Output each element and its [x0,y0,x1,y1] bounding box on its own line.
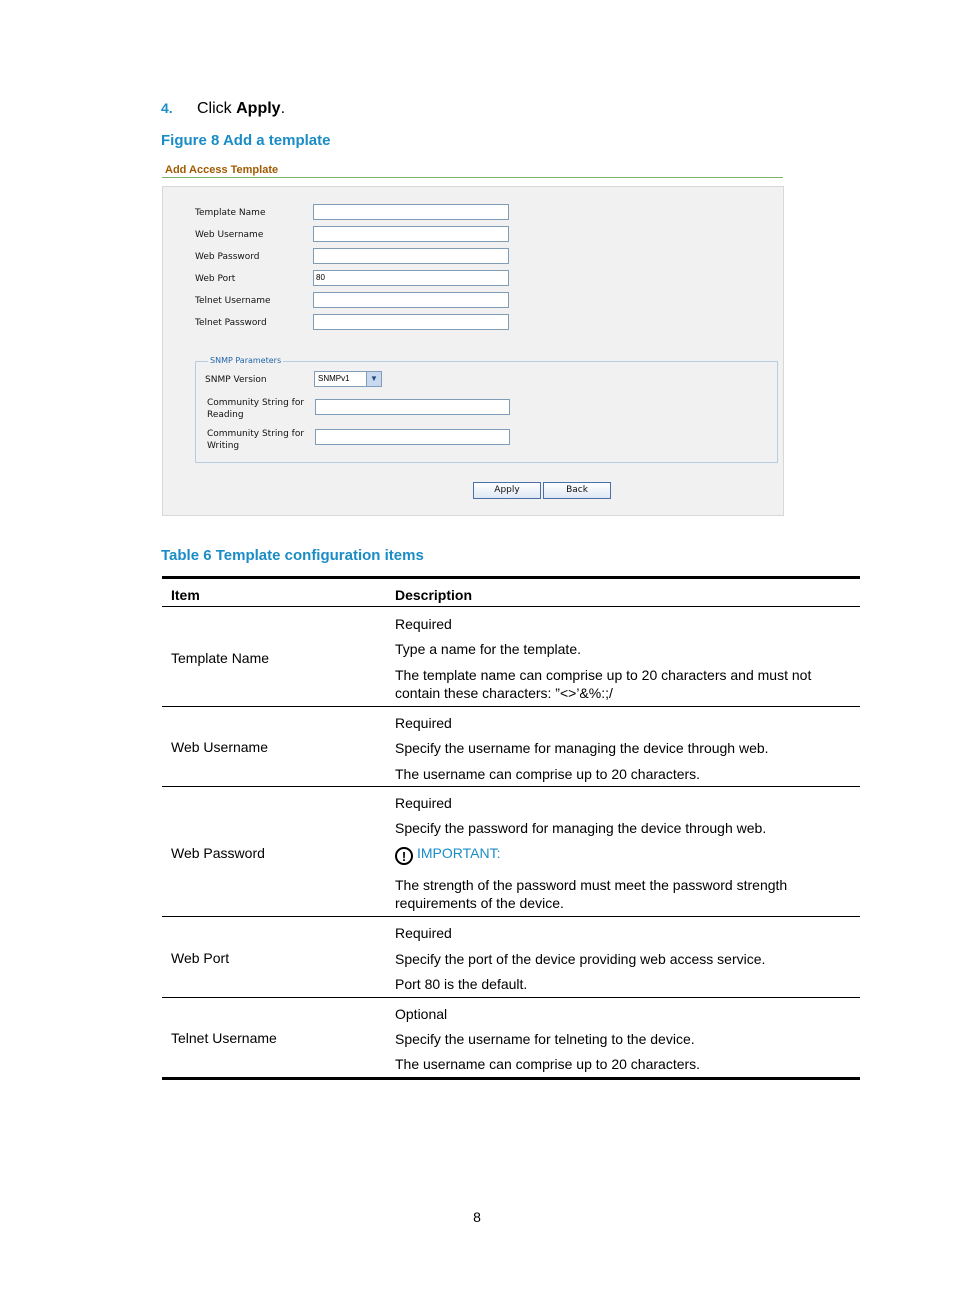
telnet-username-input[interactable] [313,292,509,308]
table-row-desc-line: Type a name for the template. [395,641,581,657]
community-write-label [207,428,304,452]
table-row-desc-line: Specify the username for managing the device through web. [395,740,769,756]
web-password-input[interactable] [313,248,509,264]
step-text-prefix: Click [197,100,237,117]
telnet-password-label: Telnet Password [195,318,267,328]
community-write-label-line1: Community String for [207,429,305,439]
figure-caption: Figure 8 Add a template [161,132,331,149]
table-row-desc-line: The strength of the password must meet the password strength requirements of the device. [395,877,788,911]
telnet-password-input[interactable] [313,314,509,330]
table-top-rule [162,576,860,579]
table-row-desc-line: The username can comprise up to 20 characters. [395,1056,701,1072]
web-password-label: Web Password [195,252,260,262]
snmp-version-value: SNMPv1 [318,374,350,383]
table-bottom-rule [162,1077,860,1080]
important-note [395,845,501,865]
table-row-desc-line: Required [395,715,452,731]
form-title-rule [162,177,783,178]
step-instruction [161,100,285,118]
web-port-label: Web Port [195,274,236,284]
community-read-label [207,397,304,421]
snmp-parameters-legend: SNMP Parameters [210,356,282,365]
table-row-item: Web Username [171,739,269,755]
web-port-input[interactable]: 80 [313,270,509,286]
table-header-item: Item [171,587,200,603]
table-header-rule [162,606,860,607]
template-name-input[interactable] [313,204,509,220]
table-row-item: Telnet Username [171,1030,277,1046]
step-text-bold: Apply [236,100,281,117]
table-row-rule [162,786,860,787]
exclamation-icon: ! [395,847,413,865]
table-row-rule [162,916,860,917]
important-label: IMPORTANT: [417,845,501,861]
table-row-rule [162,997,860,998]
back-button[interactable]: Back [543,482,611,499]
table-row-desc-line: The username can comprise up to 20 characters. [395,766,701,782]
snmp-version-label: SNMP Version [205,375,267,385]
table-row-desc-line: Specify the port of the device providing web access service. [395,951,766,967]
table-row-desc-line: Specify the username for telneting to the device. [395,1031,695,1047]
table-row-item: Web Password [171,845,265,861]
community-read-label-line2: Reading [207,410,244,420]
apply-button[interactable]: Apply [473,482,541,499]
community-read-input[interactable] [315,399,510,415]
table-row-desc-line: Specify the password for managing the device through web. [395,820,767,836]
form-title: Add Access Template [165,164,279,176]
table-row-rule [162,706,860,707]
table-row-item: Web Port [171,950,230,966]
table-row-desc-line: Optional [395,1006,448,1022]
page-number: 8 [473,1209,481,1225]
table-row-item: Template Name [171,650,270,666]
table-row-desc-line: The template name can comprise up to 20 characters and must not contain these characters: ”<>’&%:;/ [395,667,812,701]
snmp-version-select[interactable] [314,371,382,387]
table-row-desc-line: Required [395,616,452,632]
community-write-input[interactable] [315,429,510,445]
community-read-label-line1: Community String for [207,398,305,408]
chevron-down-icon[interactable]: ▼ [366,372,381,386]
table-caption: Table 6 Template configuration items [161,547,424,564]
table-row-desc-line: Required [395,795,452,811]
web-username-label: Web Username [195,230,264,240]
community-write-label-line2: Writing [207,441,240,451]
table-header-description: Description [395,587,473,603]
step-text-suffix: . [280,100,286,117]
web-username-input[interactable] [313,226,509,242]
step-number: 4. [161,100,173,116]
template-name-label: Template Name [195,208,266,218]
table-row-desc-line: Port 80 is the default. [395,976,528,992]
telnet-username-label: Telnet Username [195,296,271,306]
table-row-desc-line: Required [395,925,452,941]
